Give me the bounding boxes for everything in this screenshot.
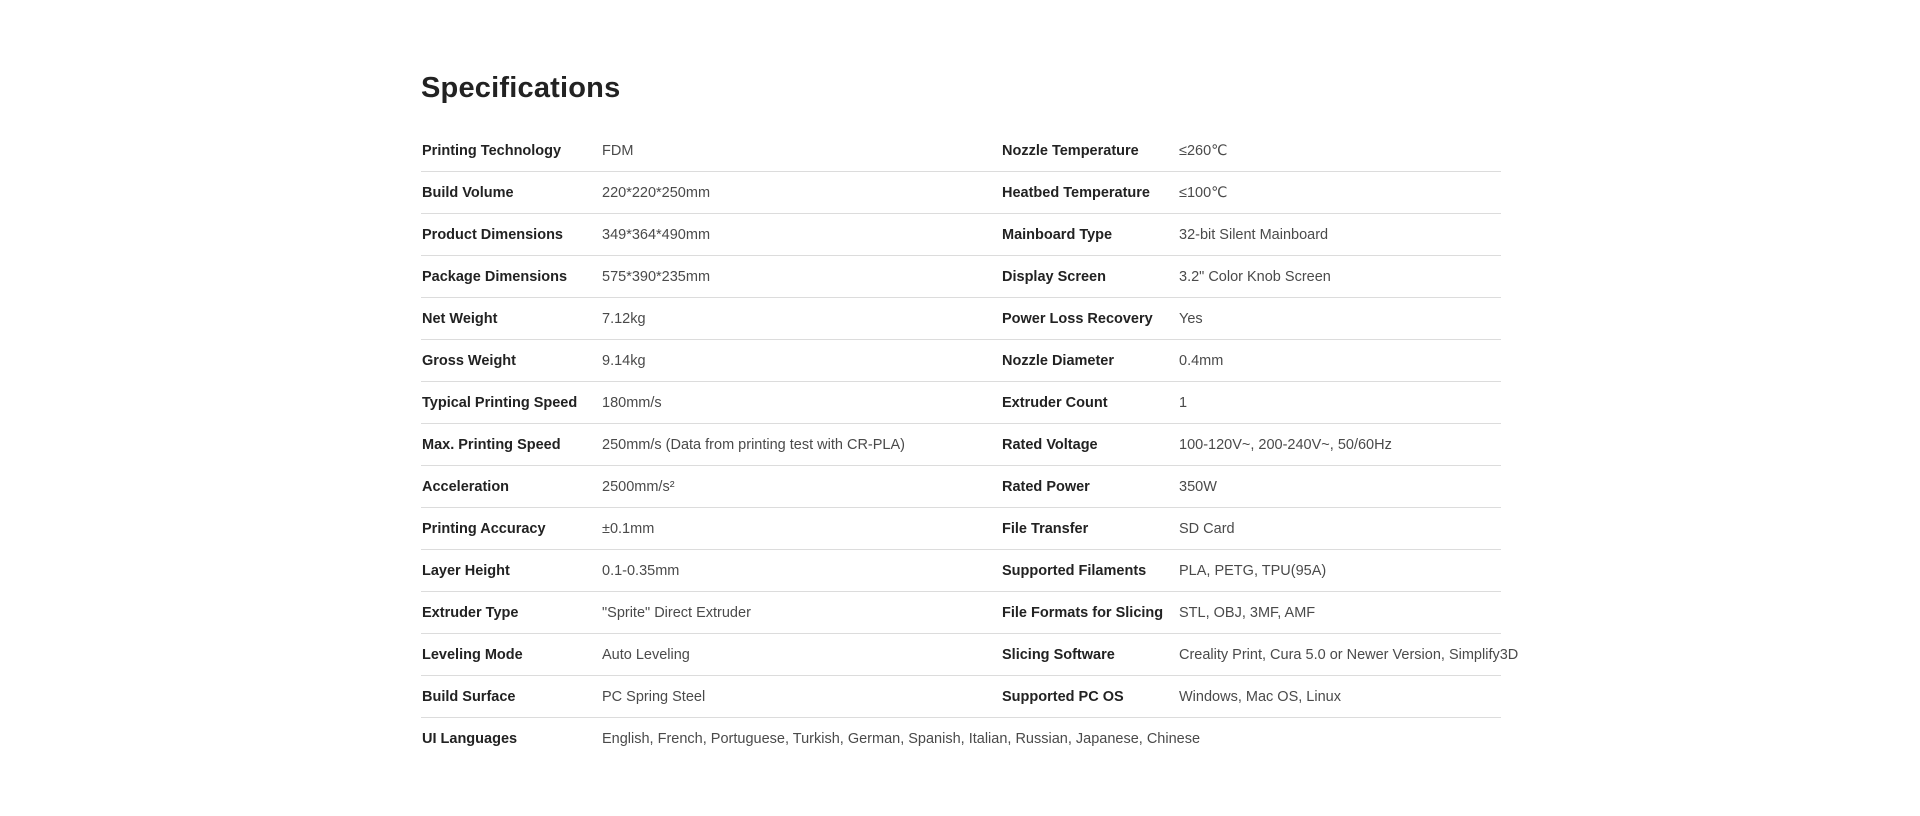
spec-label: Build Surface — [422, 689, 516, 705]
spec-value: Creality Print, Cura 5.0 or Newer Version, Simplify3D — [1179, 647, 1519, 663]
spec-label: Display Screen — [1002, 269, 1106, 285]
spec-label: Acceleration — [422, 479, 510, 495]
spec-value: 0.4mm — [1179, 353, 1224, 369]
spec-label: Rated Power — [1002, 479, 1090, 495]
spec-label: Gross Weight — [422, 353, 516, 369]
spec-label: Max. Printing Speed — [422, 437, 561, 453]
spec-label: Heatbed Temperature — [1002, 185, 1150, 201]
spec-label: Nozzle Temperature — [1002, 143, 1139, 159]
spec-row — [421, 214, 1501, 256]
spec-label: Printing Technology — [422, 143, 562, 159]
spec-label: Layer Height — [422, 563, 510, 579]
spec-row — [421, 676, 1501, 718]
spec-value: 100-120V~, 200-240V~, 50/60Hz — [1179, 437, 1392, 453]
spec-value: 9.14kg — [602, 353, 646, 369]
spec-label: Supported Filaments — [1002, 563, 1147, 579]
spec-value: 7.12kg — [602, 311, 646, 327]
spec-value: Auto Leveling — [602, 647, 690, 663]
spec-value: FDM — [602, 143, 634, 159]
spec-row — [421, 634, 1519, 676]
spec-label: Slicing Software — [1002, 647, 1115, 663]
spec-value: Yes — [1179, 311, 1203, 327]
spec-value: 575*390*235mm — [602, 269, 711, 285]
spec-label: Typical Printing Speed — [422, 395, 578, 411]
spec-label: Mainboard Type — [1002, 227, 1113, 243]
specs-table — [421, 130, 1519, 760]
spec-label: UI Languages — [422, 731, 518, 747]
spec-value: 250mm/s (Data from printing test with CR-PLA) — [602, 437, 905, 453]
spec-value: STL, OBJ, 3MF, AMF — [1179, 605, 1316, 621]
spec-label: Rated Voltage — [1002, 437, 1098, 453]
spec-value: 220*220*250mm — [602, 185, 711, 201]
spec-value: 1 — [1179, 395, 1188, 411]
spec-value: PC Spring Steel — [602, 689, 706, 705]
spec-value: ≤100℃ — [1179, 185, 1228, 201]
page-title: Specifications — [421, 72, 621, 104]
spec-row — [421, 592, 1501, 634]
spec-row — [421, 130, 1501, 172]
spec-row — [421, 340, 1501, 382]
spec-label: Extruder Count — [1002, 395, 1108, 411]
spec-value: 349*364*490mm — [602, 227, 711, 243]
spec-label: Product Dimensions — [422, 227, 563, 243]
spec-value: 2500mm/s² — [602, 479, 675, 495]
spec-value: English, French, Portuguese, Turkish, German, Spanish, Italian, Russian, Japanese, Chinese — [602, 731, 1201, 747]
spec-label: Package Dimensions — [422, 269, 568, 285]
spec-label: Power Loss Recovery — [1002, 311, 1153, 327]
spec-label: File Formats for Slicing — [1002, 605, 1164, 621]
spec-label: Leveling Mode — [422, 647, 523, 663]
spec-value: ±0.1mm — [602, 521, 655, 537]
spec-row — [421, 172, 1501, 214]
spec-value: ≤260℃ — [1179, 143, 1228, 159]
spec-value: 3.2" Color Knob Screen — [1179, 269, 1331, 285]
spec-label: Extruder Type — [422, 605, 519, 621]
spec-value: 0.1-0.35mm — [602, 563, 680, 579]
spec-row — [421, 718, 1501, 760]
spec-value: PLA, PETG, TPU(95A) — [1179, 563, 1327, 579]
spec-label: Supported PC OS — [1002, 689, 1124, 705]
spec-row — [421, 424, 1501, 466]
spec-row — [421, 466, 1501, 508]
spec-label: Printing Accuracy — [422, 521, 546, 537]
spec-label: File Transfer — [1002, 521, 1089, 537]
spec-label: Nozzle Diameter — [1002, 353, 1115, 369]
spec-row — [421, 382, 1501, 424]
spec-label: Net Weight — [422, 311, 498, 327]
spec-label: Build Volume — [422, 185, 514, 201]
spec-row — [421, 550, 1501, 592]
spec-row — [421, 298, 1501, 340]
spec-row — [421, 508, 1501, 550]
spec-value: Windows, Mac OS, Linux — [1179, 689, 1341, 705]
spec-value: 350W — [1179, 479, 1217, 495]
spec-value: 32-bit Silent Mainboard — [1179, 227, 1329, 243]
spec-value: SD Card — [1179, 521, 1235, 537]
spec-value: 180mm/s — [602, 395, 662, 411]
spec-value: "Sprite" Direct Extruder — [602, 605, 751, 621]
spec-row — [421, 256, 1501, 298]
